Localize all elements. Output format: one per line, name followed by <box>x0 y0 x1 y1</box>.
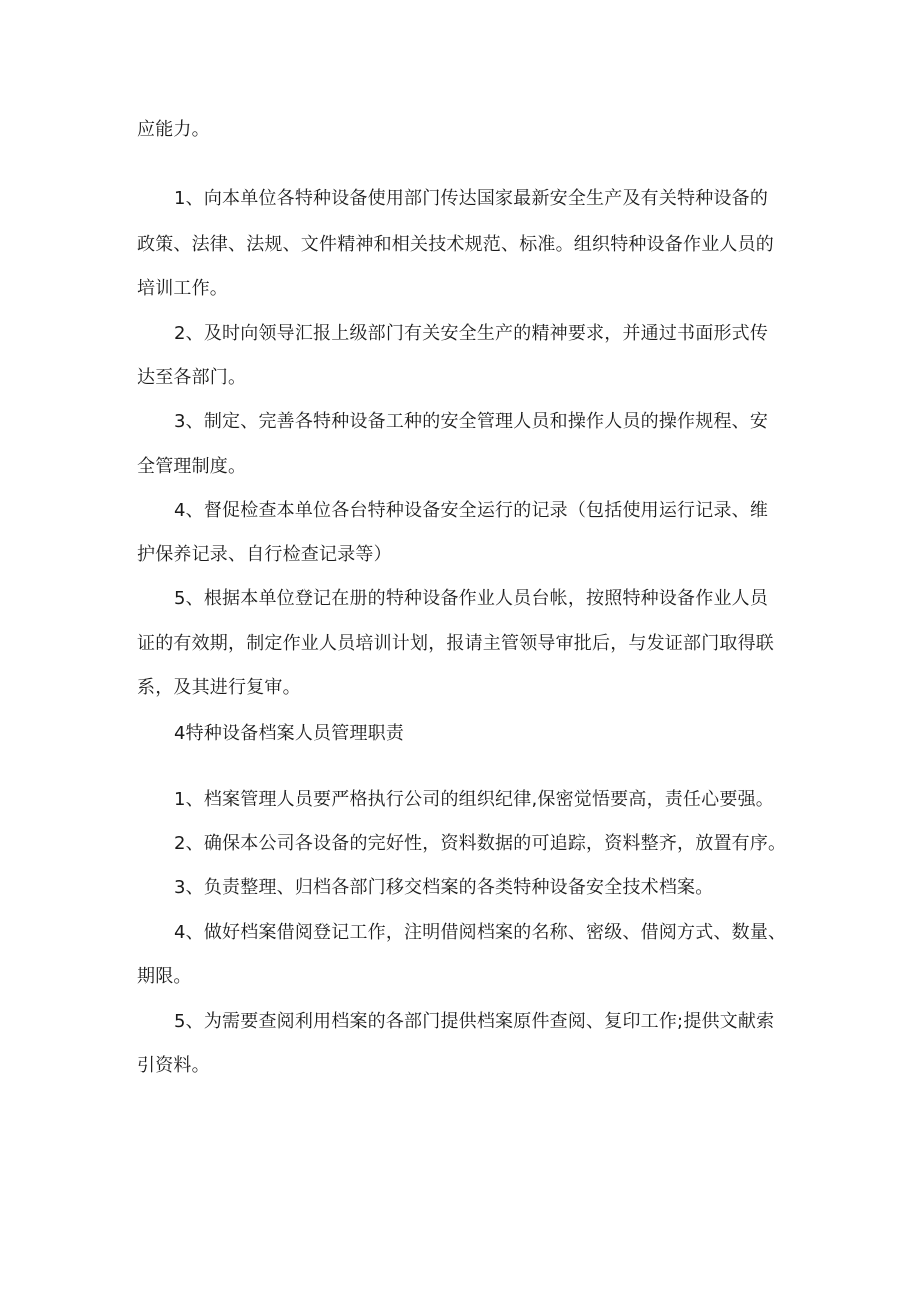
section-a-item-1-line-2: 政策、法律、法规、文件精神和相关技术规范、标准。组织特种设备作业人员的 <box>137 234 774 255</box>
section-a-item-3-line-2: 全管理制度。 <box>137 456 247 477</box>
section-a-item-5-line-3: 系，及其进行复审。 <box>137 677 301 698</box>
section-b-item-1-line-1: 1、档案管理人员要严格执行公司的组织纪律,保密觉悟要高，责任心要强。 <box>174 789 774 810</box>
section-a-item-1-line-1: 1、向本单位各特种设备使用部门传达国家最新安全生产及有关特种设备的 <box>174 188 769 209</box>
section-b-item-3-line-1: 3、负责整理、归档各部门移交档案的各类特种设备安全技术档案。 <box>174 877 714 898</box>
section-b-heading: 4特种设备档案人员管理职责 <box>174 723 405 744</box>
section-b-item-2-line-1: 2、确保本公司各设备的完好性，资料数据的可追踪，资料整齐，放置有序。 <box>174 833 787 854</box>
section-a-item-3-line-1: 3、制定、完善各特种设备工种的安全管理人员和操作人员的操作规程、安 <box>174 411 769 432</box>
section-a-item-4-line-1: 4、督促检查本单位各台特种设备安全运行的记录（包括使用运行记录、维 <box>174 500 769 521</box>
section-b-item-5-line-2: 引资料。 <box>137 1055 210 1076</box>
intro-tail-line: 应能力。 <box>137 119 210 140</box>
section-a-item-4-line-2: 护保养记录、自行检查记录等） <box>137 544 392 565</box>
section-a-item-2-line-2: 达至各部门。 <box>137 367 247 388</box>
section-a-item-1-line-3: 培训工作。 <box>137 278 228 299</box>
section-a-item-5-line-1: 5、根据本单位登记在册的特种设备作业人员台帐，按照特种设备作业人员 <box>174 588 769 609</box>
section-b-item-5-line-1: 5、为需要查阅利用档案的各部门提供档案原件查阅、复印工作;提供文献索 <box>174 1011 775 1032</box>
section-b-item-4-line-2: 期限。 <box>137 966 192 987</box>
section-b-item-4-line-1: 4、做好档案借阅登记工作，注明借阅档案的名称、密级、借阅方式、数量、 <box>174 922 787 943</box>
section-a-item-2-line-1: 2、及时向领导汇报上级部门有关安全生产的精神要求，并通过书面形式传 <box>174 323 769 344</box>
section-a-item-5-line-2: 证的有效期，制定作业人员培训计划，报请主管领导审批后，与发证部门取得联 <box>137 633 774 654</box>
